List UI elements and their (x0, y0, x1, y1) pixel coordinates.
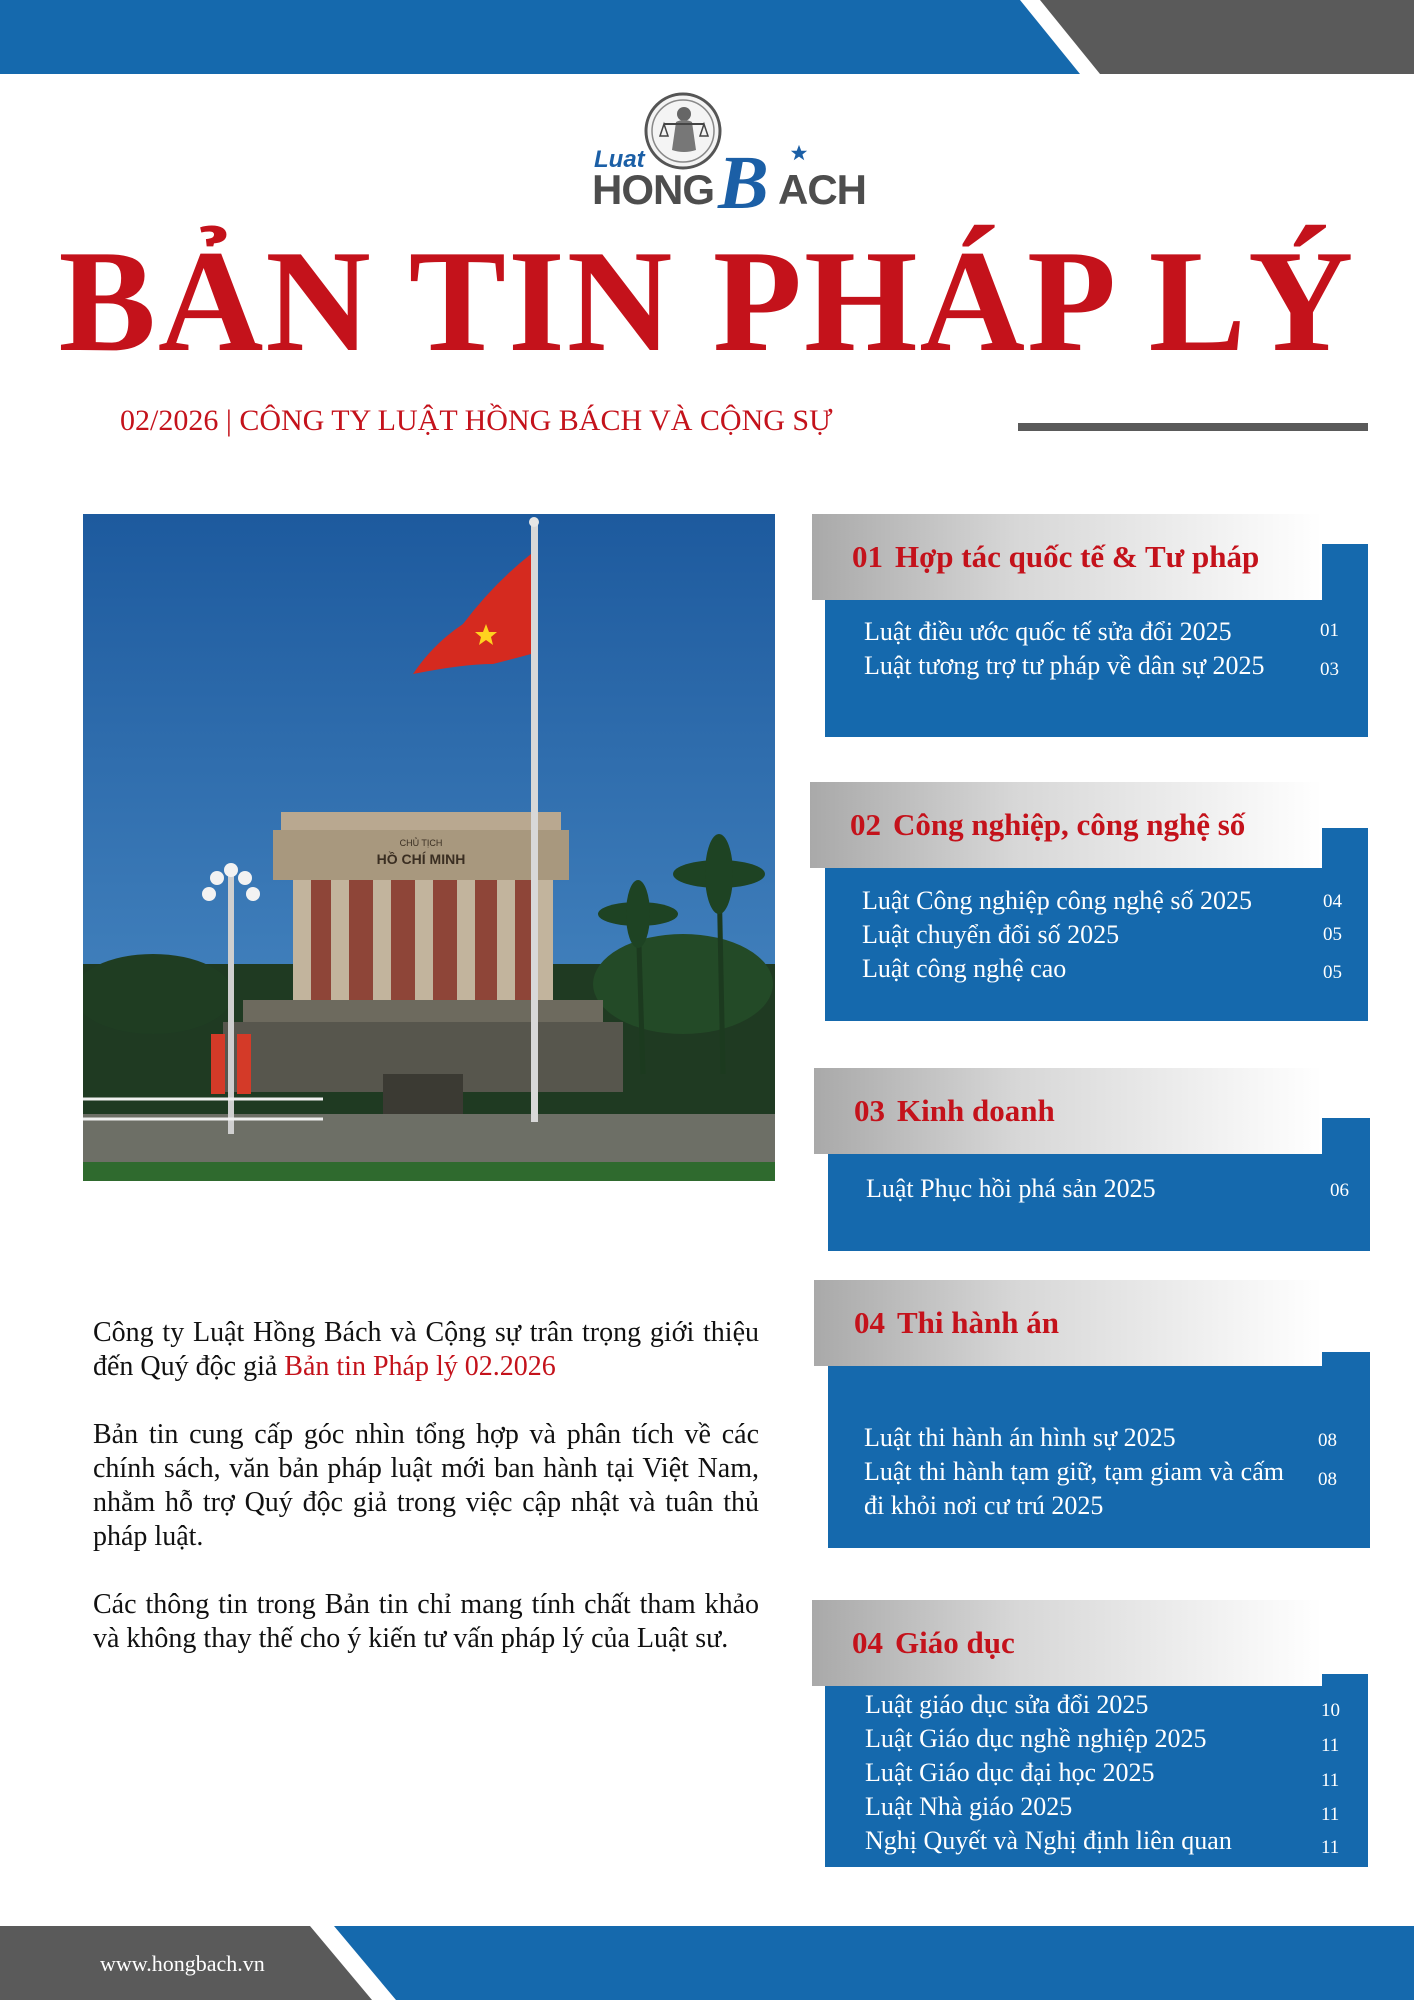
mausoleum-sign-line2: HỒ CHÍ MINH (376, 851, 466, 867)
section-05-header[interactable] (812, 1600, 1322, 1686)
mausoleum-sign-line1: CHỦ TỊCH (399, 838, 443, 848)
toc-page-number: 10 (1321, 1700, 1340, 1721)
intro-paragraph-1 (93, 1316, 759, 1384)
section-04-number: 04 (854, 1305, 885, 1340)
toc-item[interactable]: Luật tương trợ tư pháp về dân sự 2025 (864, 651, 1265, 680)
section-01-title: Hợp tác quốc tế & Tư pháp (895, 539, 1260, 574)
star-icon (790, 144, 808, 162)
subtitle-divider (1018, 423, 1368, 431)
intro-p1-text: Công ty Luật Hồng Bách và Cộng sự trân trọng giới thiệu đến Quý độc giả (93, 1317, 759, 1382)
toc-item[interactable]: Luật giáo dục sửa đổi 2025 (865, 1690, 1149, 1719)
toc-item[interactable]: Nghị Quyết và Nghị định liên quan (865, 1826, 1232, 1855)
issue-subtitle: 02/2026 | CÔNG TY LUẬT HỒNG BÁCH VÀ CỘNG SỰ (120, 404, 833, 437)
section-05-number: 04 (852, 1625, 883, 1660)
logo-b-text: B (718, 141, 769, 225)
section-04-title: Thi hành án (897, 1305, 1059, 1340)
toc-item[interactable]: Luật Công nghiệp công nghệ số 2025 (862, 886, 1252, 915)
toc-page-number: 06 (1330, 1180, 1349, 1201)
toc-item[interactable]: Luật Giáo dục nghề nghiệp 2025 (865, 1724, 1207, 1753)
toc-page-number: 11 (1321, 1804, 1340, 1825)
section-01-header[interactable] (812, 514, 1322, 600)
toc-item[interactable]: Luật điều ước quốc tế sửa đổi 2025 (864, 617, 1232, 646)
logo-ach-text: ACH (778, 166, 866, 213)
logo-hong-text: HONG (592, 166, 714, 213)
toc-item[interactable]: Luật thi hành tạm giữ, tạm giam và cấm đi khỏi nơi cư trú 2025 (864, 1457, 1284, 1520)
toc-page-number: 11 (1321, 1770, 1340, 1791)
toc-item[interactable]: Luật Phục hồi phá sản 2025 (866, 1174, 1156, 1203)
toc-page-number: 08 (1318, 1430, 1337, 1451)
section-01-number: 01 (852, 539, 883, 574)
section-03-title: Kinh doanh (897, 1093, 1055, 1128)
toc-page-number: 05 (1323, 962, 1342, 983)
intro-paragraph-3: Các thông tin trong Bản tin chỉ mang tính chất tham khảo và không thay thế cho ý kiến tư vấn pháp lý của Luật sư. (93, 1589, 759, 1654)
section-04-header[interactable] (814, 1280, 1322, 1366)
intro-highlight: Bản tin Pháp lý 02.2026 (284, 1351, 556, 1382)
toc-item[interactable]: Luật công nghệ cao (862, 954, 1067, 983)
header-band (0, 0, 1414, 74)
section-03-number: 03 (854, 1093, 885, 1128)
lady-justice-emblem-icon (642, 90, 724, 172)
section-02-title: Công nghiệp, công nghệ số (893, 807, 1246, 842)
section-02-number: 02 (850, 807, 881, 842)
intro-paragraph-2: Bản tin cung cấp góc nhìn tổng hợp và phân tích về các chính sách, văn bản pháp luật mới ban hành tại Việt Nam, nhằm hỗ trợ Quý độc giả trong việc cập nhật và tuân thủ pháp luật. (93, 1419, 759, 1552)
toc-page-number: 04 (1323, 891, 1342, 912)
company-logo (590, 90, 870, 230)
section-02-header[interactable] (810, 782, 1322, 868)
intro-text (93, 1316, 759, 1690)
toc-item[interactable]: Luật thi hành án hình sự 2025 (864, 1423, 1176, 1452)
toc-page-number: 11 (1321, 1735, 1340, 1756)
logo-luat-text: Luat (594, 146, 645, 173)
section-05-title: Giáo dục (895, 1625, 1015, 1660)
toc-page-number: 08 (1318, 1469, 1337, 1490)
toc-page-number: 11 (1321, 1837, 1340, 1858)
toc-page-number: 01 (1320, 620, 1339, 641)
toc-item[interactable]: Luật Giáo dục đại học 2025 (865, 1758, 1155, 1787)
toc-page-number: 03 (1320, 659, 1339, 680)
website-link[interactable]: www.hongbach.vn (100, 1951, 265, 1976)
page-title: BẢN TIN PHÁP LÝ (58, 220, 1356, 382)
toc-page-number: 05 (1323, 924, 1342, 945)
section-03-header[interactable] (814, 1068, 1322, 1154)
mausoleum-photo (83, 514, 775, 1181)
toc-item[interactable]: Luật Nhà giáo 2025 (865, 1792, 1073, 1821)
toc-item[interactable]: Luật chuyển đổi số 2025 (862, 920, 1120, 949)
